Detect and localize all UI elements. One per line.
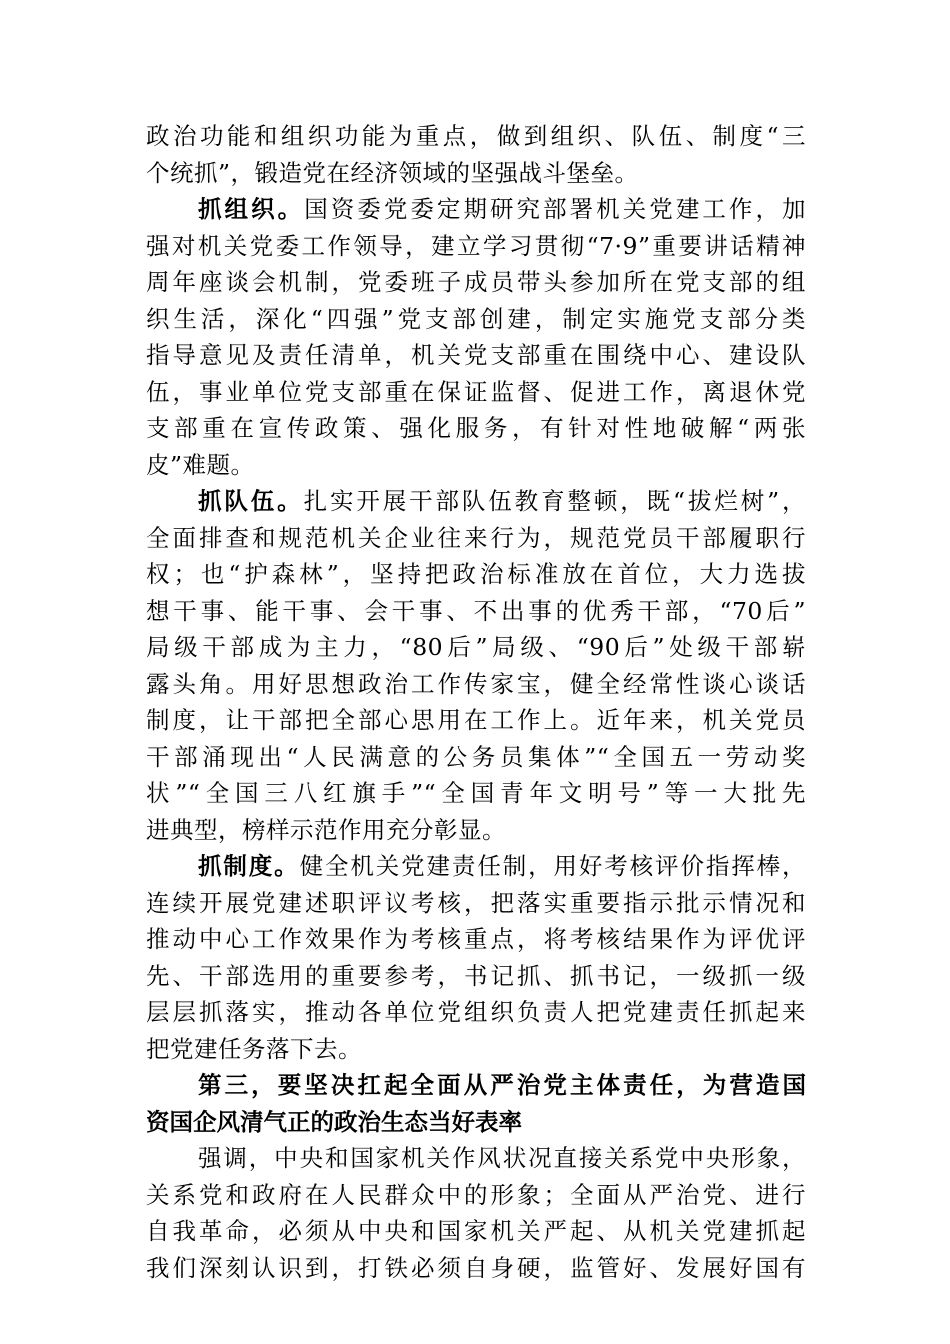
paragraph-lead: 抓制度。: [198, 852, 300, 880]
text-line: 全面排查和规范机关企业往来行为，规范党员干部履职行: [146, 523, 806, 552]
text-line: 局级干部成为主力，“80后”局级、“90后”处级干部崭: [146, 633, 806, 661]
section-heading: 第三，要坚决扛起全面从严治党主体责任，为营造国: [198, 1071, 806, 1099]
text-line: 皮”难题。: [146, 450, 255, 479]
text-line: 政治功能和组织功能为重点，做到组织、队伍、制度“三: [146, 122, 806, 150]
text-line: [146, 848, 806, 885]
text-line: 进典型，榜样示范作用充分彰显。: [146, 815, 506, 844]
text-line: 伍，事业单位党支部重在保证监督、促进工作，离退休党: [146, 377, 806, 406]
text-line: 干部涌现出“人民满意的公务员集体”“全国五一劳动奖: [146, 742, 806, 771]
text-line: 层层抓落实，推动各单位党组织负责人把党建责任抓起来: [146, 998, 806, 1026]
text-line: 连续开展党建述职评议考核，把落实重要指示批示情况和: [146, 888, 806, 917]
text-line: 支部重在宣传政策、强化服务，有针对性地破解“两张: [146, 414, 806, 442]
paragraph-lead: 抓队伍。: [198, 487, 304, 515]
section-heading: 资国企风清气正的政治生态当好表率: [146, 1107, 522, 1136]
text-line: 想干事、能干事、会干事、不出事的优秀干部，“70后”: [146, 596, 806, 625]
text-line: 关系党和政府在人民群众中的形象；全面从严治党、进行: [146, 1180, 806, 1209]
text-line: 强调，中央和国家机关作风状况直接关系党中央形象，: [198, 1144, 806, 1172]
text-line: 先、干部选用的重要参考，书记抓、抓书记，一级抓一级: [146, 961, 806, 990]
text-line: 露头角。用好思想政治工作传家宝，健全经常性谈心谈话: [146, 669, 806, 698]
text-line: [146, 191, 806, 228]
text-line: 制度，让干部把全部心思用在工作上。近年来，机关党员: [146, 706, 806, 734]
text-span: 国资委党委定期研究部署机关党建工作，加: [304, 195, 807, 223]
text-line: 强对机关党委工作领导，建立学习贯彻“7·9”重要讲话精神: [146, 231, 806, 260]
text-line: 推动中心工作效果作为考核重点，将考核结果作为评优评: [146, 925, 806, 953]
text-line: [146, 483, 806, 520]
text-span: 健全机关党建责任制，用好考核评价指挥棒，: [299, 852, 807, 880]
text-line: 织生活，深化“四强”党支部创建，制定实施党支部分类: [146, 304, 806, 333]
paragraph-lead: 抓组织。: [198, 195, 305, 223]
text-line: 状”“全国三八红旗手”“全国青年文明号”等一大批先: [146, 779, 806, 807]
text-line: 把党建任务落下去。: [146, 1034, 362, 1063]
text-line: 个统抓”，锻造党在经济领域的坚强战斗堡垒。: [146, 158, 639, 187]
text-line: 指导意见及责任清单，机关党支部重在围绕中心、建设队: [146, 341, 806, 369]
text-line: 周年座谈会机制，党委班子成员带头参加所在党支部的组: [146, 268, 806, 296]
document-page: [146, 118, 806, 1286]
text-line: 我们深刻认识到，打铁必须自身硬，监管好、发展好国有: [146, 1253, 806, 1282]
text-line: 权；也“护森林”，坚持把政治标准放在首位，大力选拔: [146, 560, 806, 588]
text-span: 扎实开展干部队伍教育整顿，既“拔烂树”，: [303, 487, 806, 515]
text-line: 自我革命，必须从中央和国家机关严起、从机关党建抓起: [146, 1217, 806, 1245]
